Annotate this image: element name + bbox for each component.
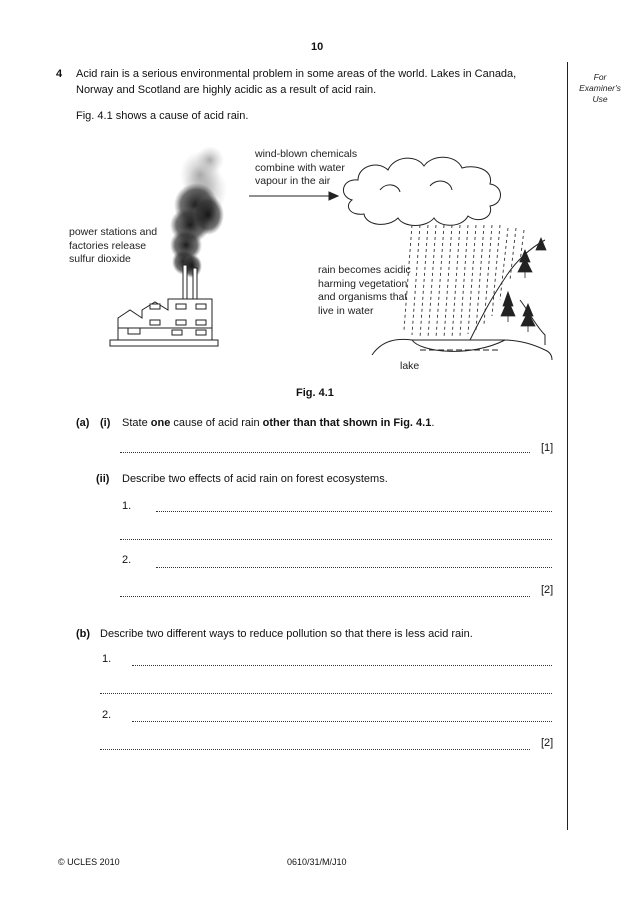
part-a-i-label: (i) [100, 417, 111, 429]
part-b-label: (b) [76, 628, 91, 640]
answer-line-a-ii-1a[interactable] [156, 511, 552, 512]
page-number: 10 [311, 41, 324, 53]
a-i-text-bold2: other than that shown in Fig. 4.1 [262, 417, 432, 429]
label-factories-line3: sulfur dioxide [69, 253, 131, 265]
cloud-drawing [343, 157, 500, 225]
examiner-note-line1: For [593, 72, 607, 82]
smoke-plume [170, 146, 227, 278]
answer-line-b-2b[interactable] [100, 749, 530, 750]
question-number: 4 [56, 68, 63, 80]
label-rain-line3: and organisms that [318, 291, 408, 303]
b-item-2: 2. [102, 709, 112, 721]
a-i-text-bold1: one [150, 417, 171, 429]
part-a-ii-label: (ii) [96, 473, 110, 485]
pine-trees [501, 238, 546, 332]
label-rain-line4: live in water [318, 304, 374, 317]
label-chemicals-line2: combine with water [255, 161, 345, 174]
marks-a-i: [1] [541, 442, 554, 454]
a-ii-item-2: 2. [122, 554, 132, 566]
answer-line-a-ii-1b[interactable] [120, 539, 552, 540]
marks-a-ii: [2] [541, 584, 554, 596]
label-rain-line1: rain becomes acidic [318, 264, 411, 276]
examiner-note-line3: Use [592, 94, 608, 104]
label-rain-line2: harming vegetation [318, 277, 408, 290]
footer-paper-code: 0610/31/M/J10 [287, 857, 347, 867]
label-factories [69, 226, 157, 267]
answer-line-a-ii-2a[interactable] [156, 567, 552, 568]
figure-caption: Fig. 4.1 [296, 387, 334, 399]
lake-drawing [372, 339, 552, 360]
examiner-note-line2: Examiner's [579, 83, 621, 93]
b-item-1: 1. [102, 653, 112, 665]
part-a-label: (a) [76, 417, 90, 429]
question-intro-line1: Acid rain is a serious environmental problem in some areas of the world. Lakes in Canada, [76, 68, 517, 80]
label-chemicals-line1: wind-blown chemicals [255, 148, 358, 160]
label-chemicals-line3: vapour in the air [255, 175, 331, 187]
a-i-text-1: State [122, 417, 151, 429]
label-chemicals [255, 148, 357, 189]
a-i-text-2: cause of acid rain [170, 417, 263, 429]
acid-rain-figure [0, 0, 638, 400]
a-i-text-3: . [431, 417, 435, 429]
marks-b: [2] [541, 737, 554, 749]
answer-line-b-1b[interactable] [100, 693, 552, 694]
answer-line-a-i[interactable] [120, 452, 530, 453]
answer-line-b-1a[interactable] [132, 665, 552, 666]
label-factories-line1: power stations and [69, 226, 158, 238]
part-a-i-question [122, 417, 434, 429]
part-b-question: Describe two different ways to reduce pollution so that there is less acid rain. [100, 628, 473, 640]
part-a-ii-question: Describe two effects of acid rain on forest ecosystems. [122, 473, 388, 485]
label-factories-line2: factories release [69, 239, 147, 252]
wind-arrow [249, 192, 338, 200]
factory-drawing [110, 265, 218, 346]
label-rain [318, 264, 411, 318]
answer-line-a-ii-2b[interactable] [120, 596, 530, 597]
question-intro-line2: Norway and Scotland are highly acidic as a result of acid rain. [76, 84, 377, 96]
a-ii-item-1: 1. [122, 500, 132, 512]
label-lake: lake [400, 360, 420, 372]
rain-drawing [404, 225, 524, 338]
figure-reference: Fig. 4.1 shows a cause of acid rain. [76, 110, 249, 122]
answer-line-b-2a[interactable] [132, 721, 552, 722]
footer-copyright: © UCLES 2010 [58, 857, 120, 867]
